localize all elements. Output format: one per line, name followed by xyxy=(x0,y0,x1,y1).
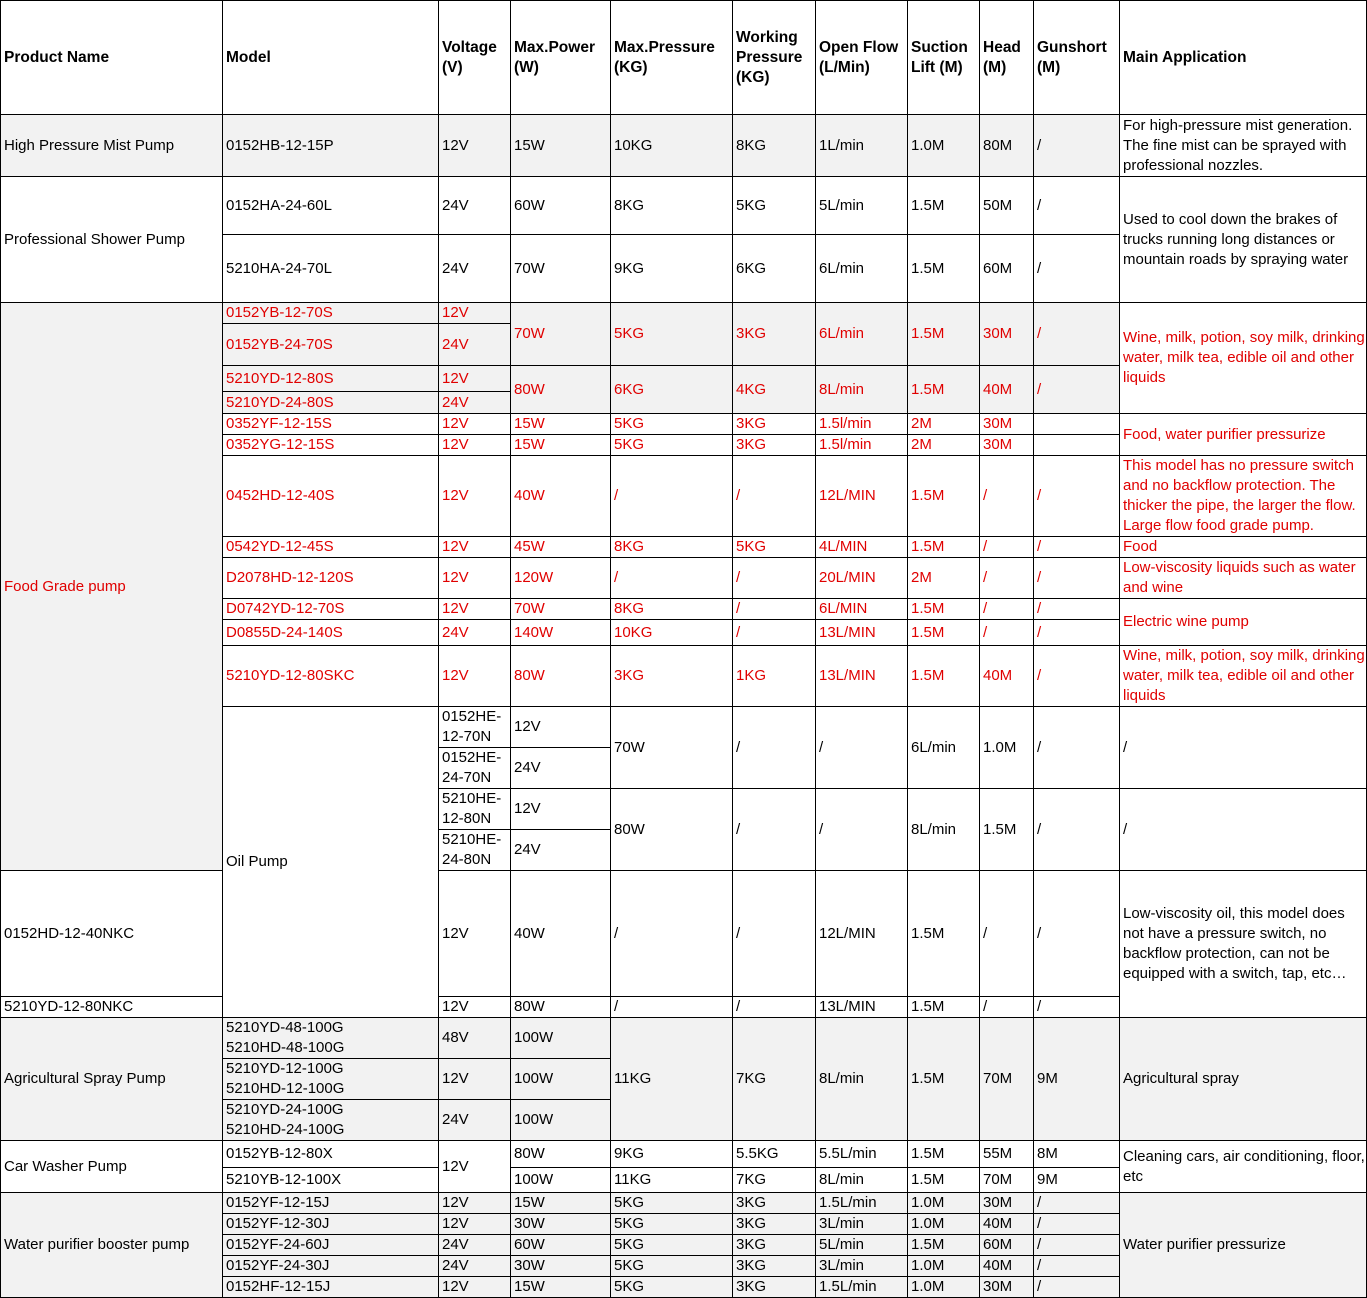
voltage-cell: 12V xyxy=(439,1193,511,1214)
model-cell: 0152HE-24-70N xyxy=(439,748,511,789)
power-cell: 80W xyxy=(511,646,611,707)
voltage-cell: 12V xyxy=(439,366,511,392)
head-cell: / xyxy=(980,997,1034,1018)
power-cell: 30W xyxy=(511,1214,611,1235)
voltage-cell: 12V xyxy=(439,1277,511,1298)
max-pressure-cell: 11KG xyxy=(611,1168,733,1193)
max-pressure-cell: 5KG xyxy=(611,1277,733,1298)
header-gunshort: Gunshort (M) xyxy=(1034,1,1120,115)
voltage-cell: 24V xyxy=(511,748,611,789)
suction-cell: 1.5M xyxy=(908,599,980,620)
flow-cell: 12L/MIN xyxy=(816,456,908,537)
header-open-flow: Open Flow (L/Min) xyxy=(816,1,908,115)
head-cell: 30M xyxy=(980,303,1034,366)
gunshort-cell: / xyxy=(1034,366,1120,414)
product-name: Car Washer Pump xyxy=(1,1141,223,1193)
max-pressure-cell: 8KG xyxy=(611,599,733,620)
max-pressure-cell: 9KG xyxy=(611,235,733,303)
application-cell: Low-viscosity oil, this model does not have a pressure switch, no backflow protection, can not be equipped with a switch, tap, etc… xyxy=(1120,871,1367,1018)
model-line: 5210YD-12-100G xyxy=(226,1060,344,1077)
model-cell: 5210YD-12-80S xyxy=(223,366,439,392)
voltage-cell: 24V xyxy=(439,235,511,303)
working-pressure-cell: 5KG xyxy=(733,537,816,558)
voltage-cell: 24V xyxy=(511,830,611,871)
flow-cell: 1.5l/min xyxy=(816,435,908,456)
working-pressure-cell: / xyxy=(733,997,816,1018)
head-cell: / xyxy=(980,871,1034,997)
max-pressure-cell: 10KG xyxy=(611,620,733,646)
application-cell: This model has no pressure switch and no backflow protection. The thicker the pipe, the larger the flow. Large flow food grade pump. xyxy=(1120,456,1367,537)
head-cell: 70M xyxy=(980,1018,1034,1141)
table-row xyxy=(1,177,1367,235)
head-cell: 50M xyxy=(980,177,1034,235)
model-cell: 0152HF-12-15J xyxy=(223,1277,439,1298)
gunshort-cell: / xyxy=(1120,707,1367,789)
power-cell: 100W xyxy=(511,1059,611,1100)
application-cell: Cleaning cars, air conditioning, floor, etc xyxy=(1120,1141,1367,1193)
suction-cell: 1.5M xyxy=(908,997,980,1018)
flow-cell: 6L/MIN xyxy=(816,599,908,620)
max-pressure-cell: 6KG xyxy=(611,366,733,414)
model-cell xyxy=(223,1100,439,1141)
suction-cell: 1.5M xyxy=(908,456,980,537)
gunshort-cell: 8M xyxy=(1034,1141,1120,1168)
suction-cell: 2M xyxy=(908,435,980,456)
voltage-cell: 12V xyxy=(439,1059,511,1100)
head-cell: 60M xyxy=(980,1235,1034,1256)
product-name: Agricultural Spray Pump xyxy=(1,1018,223,1141)
flow-cell: 6L/min xyxy=(816,235,908,303)
suction-cell: 1.0M xyxy=(908,1277,980,1298)
model-cell: D0742YD-12-70S xyxy=(223,599,439,620)
power-cell: 15W xyxy=(511,414,611,435)
head-cell: 70M xyxy=(980,1168,1034,1193)
model-cell: 0152YB-12-70S xyxy=(223,303,439,324)
model-cell: 0542YD-12-45S xyxy=(223,537,439,558)
voltage-cell: 24V xyxy=(439,620,511,646)
working-pressure-cell: / xyxy=(733,456,816,537)
head-cell: / xyxy=(980,599,1034,620)
model-cell: 5210YD-12-80SKC xyxy=(223,646,439,707)
model-cell: 5210YD-12-80NKC xyxy=(1,997,223,1018)
power-cell: 60W xyxy=(511,177,611,235)
head-cell: / xyxy=(1034,789,1120,871)
table-row xyxy=(1,1141,1367,1168)
gunshort-cell: / xyxy=(1034,235,1120,303)
working-pressure-cell: 3KG xyxy=(733,1277,816,1298)
suction-cell: 1.5M xyxy=(908,177,980,235)
voltage-cell: 24V xyxy=(439,1235,511,1256)
flow-cell: 8L/min xyxy=(816,1168,908,1193)
working-pressure-cell: / xyxy=(733,620,816,646)
head-cell: 60M xyxy=(980,235,1034,303)
application-cell: Water purifier pressurize xyxy=(1120,1193,1367,1298)
voltage-cell: 24V xyxy=(439,177,511,235)
gunshort-cell: / xyxy=(1034,1235,1120,1256)
product-name: Oil Pump xyxy=(223,707,439,1018)
gunshort-cell: / xyxy=(1034,620,1120,646)
flow-cell: 5.5L/min xyxy=(816,1141,908,1168)
power-cell: 80W xyxy=(611,789,733,871)
suction-cell: 1.5M xyxy=(908,366,980,414)
power-cell: 40W xyxy=(511,456,611,537)
suction-cell: 1.5M xyxy=(908,871,980,997)
model-line: 5210YD-24-100G xyxy=(226,1101,344,1118)
gunshort-cell: / xyxy=(1034,558,1120,599)
voltage-cell: 12V xyxy=(439,871,511,997)
model-cell: 0352YG-12-15S xyxy=(223,435,439,456)
table-row xyxy=(1,1018,1367,1059)
model-cell xyxy=(223,1018,439,1059)
suction-cell: 1.5M xyxy=(908,1168,980,1193)
head-cell: 30M xyxy=(980,414,1034,435)
max-pressure-cell: / xyxy=(611,558,733,599)
working-pressure-cell: 7KG xyxy=(733,1018,816,1141)
model-line: 5210HD-24-100G xyxy=(226,1121,345,1138)
working-pressure-cell: / xyxy=(733,558,816,599)
power-cell: 40W xyxy=(511,871,611,997)
working-pressure-cell: 3KG xyxy=(733,414,816,435)
model-cell: 0152YB-12-80X xyxy=(223,1141,439,1168)
voltage-cell: 12V xyxy=(511,789,611,830)
application-cell: Wine, milk, potion, soy milk, drinking water, milk tea, edible oil and other liquids xyxy=(1120,646,1367,707)
model-cell: D2078HD-12-120S xyxy=(223,558,439,599)
max-pressure-cell: 5KG xyxy=(611,1235,733,1256)
power-cell: 80W xyxy=(511,366,611,414)
header-working-pressure: Working Pressure (KG) xyxy=(733,1,816,115)
suction-cell: 1.5M xyxy=(908,537,980,558)
working-pressure-cell: 6KG xyxy=(733,235,816,303)
power-cell: 15W xyxy=(511,435,611,456)
header-main-application: Main Application xyxy=(1120,1,1367,115)
voltage-cell: 12V xyxy=(439,537,511,558)
head-cell: / xyxy=(980,537,1034,558)
voltage-cell: 12V xyxy=(439,1214,511,1235)
header-row xyxy=(1,1,1367,115)
voltage-cell: 12V xyxy=(439,303,511,324)
flow-cell: 8L/min xyxy=(816,366,908,414)
working-pressure-cell: / xyxy=(733,871,816,997)
table-row xyxy=(1,1193,1367,1214)
working-pressure-cell: 3KG xyxy=(733,1256,816,1277)
suction-cell: 1.0M xyxy=(908,1193,980,1214)
model-cell: 0152YF-24-60J xyxy=(223,1235,439,1256)
model-cell: 0152HE-12-70N xyxy=(439,707,511,748)
head-cell: 40M xyxy=(980,366,1034,414)
max-pressure-cell: / xyxy=(733,707,816,789)
head-cell: / xyxy=(980,620,1034,646)
gunshort-cell: / xyxy=(1034,456,1120,537)
flow-cell: 1.5L/min xyxy=(816,1193,908,1214)
power-cell: 30W xyxy=(511,1256,611,1277)
gunshort-cell: / xyxy=(1034,871,1120,997)
gunshort-cell: / xyxy=(1034,1256,1120,1277)
suction-cell: 1.0M xyxy=(908,1256,980,1277)
product-name: Water purifier booster pump xyxy=(1,1193,223,1298)
header-model: Model xyxy=(223,1,439,115)
working-pressure-cell: 3KG xyxy=(733,1214,816,1235)
model-cell: 5210YB-12-100X xyxy=(223,1168,439,1193)
application-cell: Electric wine pump xyxy=(1120,599,1367,646)
model-cell: 0152YF-24-30J xyxy=(223,1256,439,1277)
max-pressure-cell: 8KG xyxy=(611,537,733,558)
table-row xyxy=(1,871,1367,997)
power-cell: 15W xyxy=(511,1277,611,1298)
working-pressure-cell: 3KG xyxy=(733,1193,816,1214)
working-pressure-cell: 8KG xyxy=(733,115,816,177)
flow-cell: 1.5L/min xyxy=(816,1277,908,1298)
gunshort-cell: / xyxy=(1120,789,1367,871)
gunshort-cell xyxy=(1034,435,1120,456)
model-line: 5210HD-48-100G xyxy=(226,1039,345,1056)
gunshort-cell: / xyxy=(1034,537,1120,558)
max-pressure-cell: / xyxy=(611,456,733,537)
application-cell: Low-viscosity liquids such as water and wine xyxy=(1120,558,1367,599)
working-pressure-cell: / xyxy=(816,789,908,871)
voltage-cell: 12V xyxy=(439,414,511,435)
working-pressure-cell: / xyxy=(816,707,908,789)
gunshort-cell: 9M xyxy=(1034,1018,1120,1141)
max-pressure-cell: / xyxy=(611,997,733,1018)
max-pressure-cell: 11KG xyxy=(611,1018,733,1141)
head-cell: / xyxy=(1034,707,1120,789)
voltage-cell: 12V xyxy=(511,707,611,748)
power-cell: 120W xyxy=(511,558,611,599)
model-cell: 0152YB-24-70S xyxy=(223,324,439,366)
suction-cell: 1.0M xyxy=(908,1214,980,1235)
head-cell: / xyxy=(980,558,1034,599)
header-voltage: Voltage (V) xyxy=(439,1,511,115)
model-cell: 0152YF-12-15J xyxy=(223,1193,439,1214)
voltage-cell: 24V xyxy=(439,324,511,366)
suction-cell: 1.5M xyxy=(908,1141,980,1168)
flow-cell: 4L/MIN xyxy=(816,537,908,558)
working-pressure-cell: 4KG xyxy=(733,366,816,414)
head-cell: 30M xyxy=(980,1193,1034,1214)
max-pressure-cell: 5KG xyxy=(611,303,733,366)
model-cell: 5210HA-24-70L xyxy=(223,235,439,303)
power-cell: 100W xyxy=(511,1168,611,1193)
suction-cell: 1.5M xyxy=(908,646,980,707)
working-pressure-cell: 3KG xyxy=(733,1235,816,1256)
voltage-cell: 12V xyxy=(439,115,511,177)
model-cell: 0152HB-12-15P xyxy=(223,115,439,177)
voltage-cell: 24V xyxy=(439,1100,511,1141)
flow-cell: 13L/MIN xyxy=(816,620,908,646)
gunshort-cell: / xyxy=(1034,1193,1120,1214)
flow-cell: 1.5l/min xyxy=(816,414,908,435)
voltage-cell: 12V xyxy=(439,1141,511,1193)
flow-cell: 5L/min xyxy=(816,177,908,235)
header-max-power: Max.Power (W) xyxy=(511,1,611,115)
working-pressure-cell: 5.5KG xyxy=(733,1141,816,1168)
power-cell: 45W xyxy=(511,537,611,558)
gunshort-cell: / xyxy=(1034,177,1120,235)
max-pressure-cell: 9KG xyxy=(611,1141,733,1168)
voltage-cell: 24V xyxy=(439,1256,511,1277)
suction-cell: 1.5M xyxy=(980,789,1034,871)
max-pressure-cell: 5KG xyxy=(611,1256,733,1277)
voltage-cell: 12V xyxy=(439,558,511,599)
working-pressure-cell: / xyxy=(733,599,816,620)
model-cell: 5210HE-12-80N xyxy=(439,789,511,830)
max-pressure-cell: 10KG xyxy=(611,115,733,177)
max-pressure-cell: 8KG xyxy=(611,177,733,235)
head-cell: 40M xyxy=(980,1256,1034,1277)
model-cell xyxy=(223,1059,439,1100)
head-cell: / xyxy=(980,456,1034,537)
header-head: Head (M) xyxy=(980,1,1034,115)
model-cell: 0352YF-12-15S xyxy=(223,414,439,435)
header-product-name: Product Name xyxy=(1,1,223,115)
power-cell: 70W xyxy=(611,707,733,789)
flow-cell: 13L/MIN xyxy=(816,646,908,707)
head-cell: 80M xyxy=(980,115,1034,177)
model-line: 5210YD-48-100G xyxy=(226,1019,344,1036)
power-cell: 100W xyxy=(511,1100,611,1141)
voltage-cell: 12V xyxy=(439,435,511,456)
flow-cell: 12L/MIN xyxy=(816,871,908,997)
max-pressure-cell: / xyxy=(733,789,816,871)
gunshort-cell: 9M xyxy=(1034,1168,1120,1193)
suction-cell: 2M xyxy=(908,414,980,435)
model-cell: 0452HD-12-40S xyxy=(223,456,439,537)
max-pressure-cell: 5KG xyxy=(611,1214,733,1235)
model-cell: 0152YF-12-30J xyxy=(223,1214,439,1235)
voltage-cell: 24V xyxy=(439,392,511,414)
gunshort-cell: / xyxy=(1034,997,1120,1018)
gunshort-cell: / xyxy=(1034,115,1120,177)
flow-cell: 8L/min xyxy=(908,789,980,871)
power-cell: 100W xyxy=(511,1018,611,1059)
suction-cell: 1.5M xyxy=(908,235,980,303)
product-name: Food Grade pump xyxy=(1,303,223,871)
voltage-cell: 12V xyxy=(439,646,511,707)
max-pressure-cell: 3KG xyxy=(611,646,733,707)
application-cell: Wine, milk, potion, soy milk, drinking water, milk tea, edible oil and other liquids xyxy=(1120,303,1367,414)
max-pressure-cell: 5KG xyxy=(611,414,733,435)
suction-cell: 2M xyxy=(908,558,980,599)
power-cell: 60W xyxy=(511,1235,611,1256)
head-cell: 40M xyxy=(980,646,1034,707)
suction-cell: 1.5M xyxy=(908,303,980,366)
flow-cell: 3L/min xyxy=(816,1256,908,1277)
application-cell: Used to cool down the brakes of trucks running long distances or mountain roads by spraying water xyxy=(1120,177,1367,303)
suction-cell: 1.0M xyxy=(980,707,1034,789)
flow-cell: 3L/min xyxy=(816,1214,908,1235)
flow-cell: 1L/min xyxy=(816,115,908,177)
gunshort-cell: / xyxy=(1034,646,1120,707)
header-max-pressure: Max.Pressure (KG) xyxy=(611,1,733,115)
model-cell: 5210YD-24-80S xyxy=(223,392,439,414)
power-cell: 70W xyxy=(511,599,611,620)
model-cell: 5210HE-24-80N xyxy=(439,830,511,871)
power-cell: 70W xyxy=(511,303,611,366)
model-cell: 0152HD-12-40NKC xyxy=(1,871,223,997)
max-pressure-cell: / xyxy=(611,871,733,997)
application-cell: Agricultural spray xyxy=(1120,1018,1367,1141)
power-cell: 70W xyxy=(511,235,611,303)
voltage-cell: 12V xyxy=(439,456,511,537)
head-cell: 55M xyxy=(980,1141,1034,1168)
head-cell: 40M xyxy=(980,1214,1034,1235)
suction-cell: 1.5M xyxy=(908,1235,980,1256)
power-cell: 15W xyxy=(511,1193,611,1214)
suction-cell: 1.5M xyxy=(908,620,980,646)
flow-cell: 20L/MIN xyxy=(816,558,908,599)
flow-cell: 6L/min xyxy=(908,707,980,789)
model-line: 5210HD-12-100G xyxy=(226,1080,345,1097)
table-row xyxy=(1,115,1367,177)
voltage-cell: 12V xyxy=(439,599,511,620)
flow-cell: 5L/min xyxy=(816,1235,908,1256)
gunshort-cell: / xyxy=(1034,1214,1120,1235)
application-cell: For high-pressure mist generation. The fine mist can be sprayed with professional nozzles. xyxy=(1120,115,1367,177)
suction-cell: 1.0M xyxy=(908,115,980,177)
gunshort-cell xyxy=(1034,414,1120,435)
head-cell: 30M xyxy=(980,1277,1034,1298)
header-suction-lift: Suction Lift (M) xyxy=(908,1,980,115)
product-name: High Pressure Mist Pump xyxy=(1,115,223,177)
power-cell: 80W xyxy=(511,1141,611,1168)
max-pressure-cell: 5KG xyxy=(611,435,733,456)
power-cell: 80W xyxy=(511,997,611,1018)
flow-cell: 8L/min xyxy=(816,1018,908,1141)
voltage-cell: 12V xyxy=(439,997,511,1018)
flow-cell: 6L/min xyxy=(816,303,908,366)
max-pressure-cell: 5KG xyxy=(611,1193,733,1214)
product-name: Professional Shower Pump xyxy=(1,177,223,303)
working-pressure-cell: 3KG xyxy=(733,435,816,456)
model-cell: D0855D-24-140S xyxy=(223,620,439,646)
model-cell: 0152HA-24-60L xyxy=(223,177,439,235)
working-pressure-cell: 1KG xyxy=(733,646,816,707)
gunshort-cell: / xyxy=(1034,599,1120,620)
power-cell: 15W xyxy=(511,115,611,177)
working-pressure-cell: 7KG xyxy=(733,1168,816,1193)
head-cell: 30M xyxy=(980,435,1034,456)
application-cell: Food, water purifier pressurize xyxy=(1120,414,1367,456)
gunshort-cell: / xyxy=(1034,303,1120,366)
application-cell: Food xyxy=(1120,537,1367,558)
suction-cell: 1.5M xyxy=(908,1018,980,1141)
power-cell: 140W xyxy=(511,620,611,646)
table-row xyxy=(1,303,1367,324)
working-pressure-cell: 5KG xyxy=(733,177,816,235)
voltage-cell: 48V xyxy=(439,1018,511,1059)
working-pressure-cell: 3KG xyxy=(733,303,816,366)
flow-cell: 13L/MIN xyxy=(816,997,908,1018)
gunshort-cell: / xyxy=(1034,1277,1120,1298)
